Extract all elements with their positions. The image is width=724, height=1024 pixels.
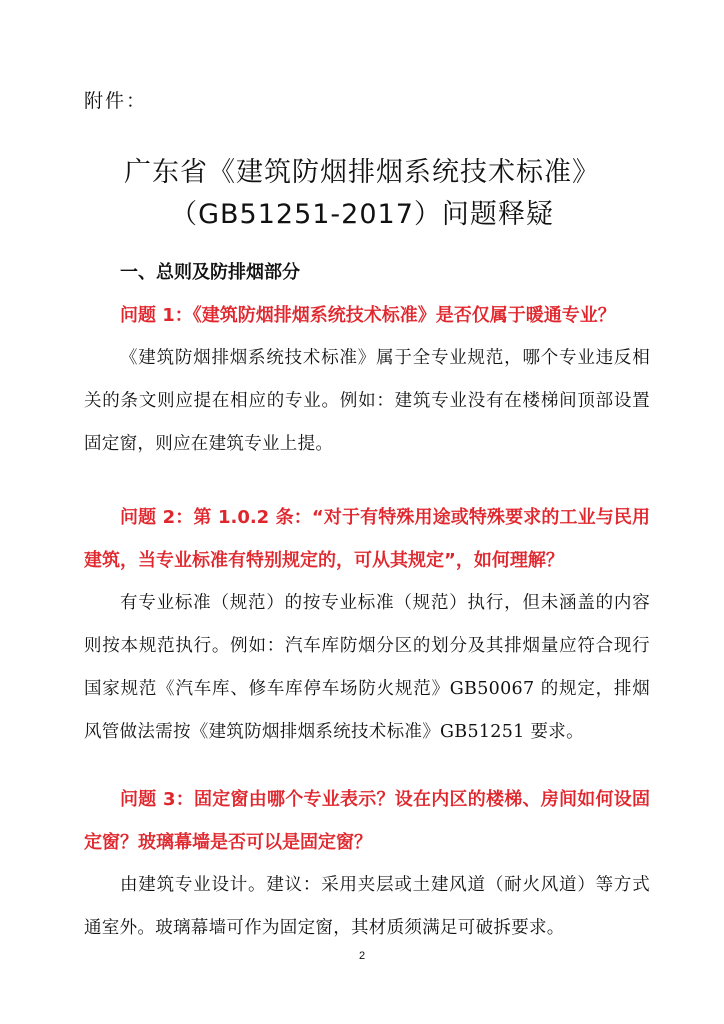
attachment-label: 附件： xyxy=(84,90,148,112)
answer-1: 《建筑防烟排烟系统技术标准》属于全专业规范，哪个专业违反相关的条文则应提在相应的专业。例如：建筑专业没有在楼梯间顶部设置固定窗，则应在建筑专业上提。 xyxy=(84,348,650,454)
section-heading: 一、总则及防排烟部分 xyxy=(120,262,300,283)
qa-block-1 xyxy=(84,294,650,466)
question-2: 问题 2：第 1.0.2 条：“对于有特殊用途或特殊要求的工业与民用建筑，当专业标准有特别规定的，可从其规定”，如何理解？ xyxy=(84,507,650,571)
document-title xyxy=(0,152,724,236)
title-line-2: （GB51251-2017）问题释疑 xyxy=(170,199,554,230)
question-3: 问题 3：固定窗由哪个专业表示？设在内区的楼梯、房间如何设固定窗？玻璃幕墙是否可以是固定窗？ xyxy=(84,789,650,853)
answer-2: 有专业标准（规范）的按专业标准（规范）执行，但未涵盖的内容则按本规范执行。例如：汽车库防烟分区的划分及其排烟量应符合现行国家规范《汽车库、修车库停车场防火规范》GB50067 的规定，排烟风管做法需按《建筑防烟排烟系统技术标准》GB51251 要求。 xyxy=(84,593,650,742)
title-line-1: 广东省《建筑防烟排烟系统技术标准》 xyxy=(124,157,600,188)
qa-block-2 xyxy=(84,496,650,754)
answer-3: 由建筑专业设计。建议：采用夹层或土建风道（耐火风道）等方式通室外。玻璃幕墙可作为固定窗，其材质须满足可破拆要求。 xyxy=(84,875,650,938)
qa-block-3 xyxy=(84,778,650,950)
question-1: 问题 1：《建筑防烟排烟系统技术标准》是否仅属于暖通专业？ xyxy=(120,305,616,326)
page-number: 2 xyxy=(358,950,366,962)
